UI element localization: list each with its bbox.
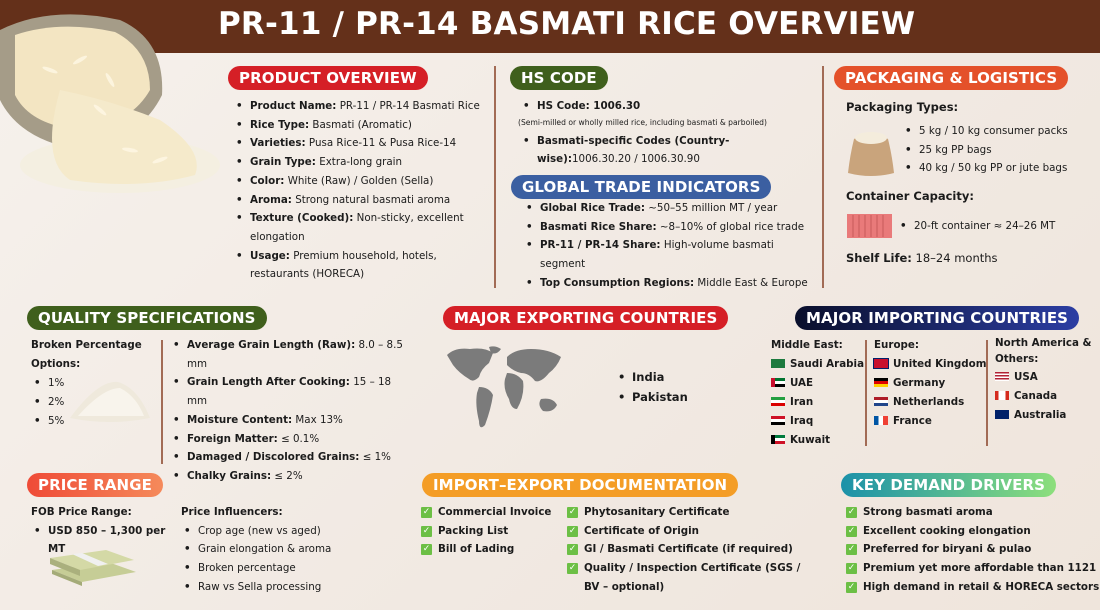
list-item: • India xyxy=(615,367,688,387)
uae-flag-icon xyxy=(771,378,785,387)
product-overview-list xyxy=(233,97,488,284)
container-capacity-label: Container Capacity: xyxy=(846,189,974,203)
list-item: • Average Grain Length (Raw): 8.0 – 8.5 mm xyxy=(170,336,410,373)
money-stack-icon xyxy=(48,546,138,588)
checklist-item: ✓ Premium yet more affordable than 1121 xyxy=(846,559,1100,578)
divider xyxy=(494,66,496,288)
global-trade-list xyxy=(523,199,813,293)
list-item: • Global Rice Trade: ~50–55 million MT / year xyxy=(523,199,813,218)
checklist-item: ✓ Excellent cooking elongation xyxy=(846,522,1100,541)
list-item: • Damaged / Discolored Grains: ≤ 1% xyxy=(170,448,410,467)
list-item: • Varieties: Pusa Rice-11 & Pusa Rice-14 xyxy=(233,134,488,153)
rice-pile-icon xyxy=(68,378,152,424)
country-uk: United Kingdom xyxy=(874,355,989,374)
country-germany: Germany xyxy=(874,374,989,393)
documentation-col2 xyxy=(567,503,812,597)
country-france: France xyxy=(874,412,989,431)
demand-heading: KEY DEMAND DRIVERS xyxy=(841,473,1056,497)
list-item: • 20-ft container ≈ 24–26 MT xyxy=(897,217,1097,236)
hs-code-heading: HS CODE xyxy=(510,66,608,90)
influencers-label: Price Influencers: xyxy=(181,506,283,518)
list-item: • Texture (Cooked): Non-sticky, excellent elongation xyxy=(233,209,488,246)
country-uae: UAE xyxy=(771,374,871,393)
checklist-item: ✓ Bill of Lading xyxy=(421,540,561,559)
list-item: • Basmati Rice Share: ~8–10% of global rice trade xyxy=(523,218,813,237)
shipping-container-icon xyxy=(847,212,892,239)
rice-bag-image xyxy=(0,0,220,195)
list-item: • 40 kg / 50 kg PP or jute bags xyxy=(902,159,1100,178)
region-label: Middle East: xyxy=(771,339,843,351)
hs-code-value: • HS Code: 1006.30 xyxy=(520,97,810,116)
packaging-types-label: Packaging Types: xyxy=(846,100,959,114)
france-flag-icon xyxy=(874,416,888,425)
iran-flag-icon xyxy=(771,397,785,406)
checklist-item: ✓ Strong basmati aroma xyxy=(846,503,1100,522)
list-item: • Grain Length After Cooking: 15 – 18 mm xyxy=(170,373,410,410)
shelf-life: Shelf Life: 18–24 months xyxy=(846,251,998,265)
list-item: • 5% xyxy=(31,412,146,431)
exporting-heading: MAJOR EXPORTING COUNTRIES xyxy=(443,306,728,330)
list-item: • 1% xyxy=(31,374,146,393)
checklist-item: ✓ GI / Basmati Certificate (if required) xyxy=(567,540,812,559)
germany-flag-icon xyxy=(874,378,888,387)
checklist-item: ✓ Preferred for biryani & pulao xyxy=(846,540,1100,559)
region-middle-east xyxy=(771,336,871,450)
list-item: • Product Name: PR-11 / PR-14 Basmati Rice xyxy=(233,97,488,116)
documentation-col1 xyxy=(421,503,561,559)
quality-spec-list xyxy=(170,336,410,486)
importing-heading: MAJOR IMPORTING COUNTRIES xyxy=(795,306,1079,330)
country-kuwait: Kuwait xyxy=(771,431,871,450)
saudi-flag-icon xyxy=(771,359,785,368)
list-item: • Pakistan xyxy=(615,387,688,407)
list-item: • Grain elongation & aroma xyxy=(181,540,401,559)
list-item: • Chalky Grains: ≤ 2% xyxy=(170,467,410,486)
list-item: • Basmati-specific Codes (Country-wise):1006.30.20 / 1006.30.90 xyxy=(520,132,810,169)
list-item: • PR-11 / PR-14 Share: High-volume basmati segment xyxy=(523,236,813,273)
netherlands-flag-icon xyxy=(874,397,888,406)
quality-heading: QUALITY SPECIFICATIONS xyxy=(27,306,267,330)
checklist-item: ✓ Phytosanitary Certificate xyxy=(567,503,812,522)
divider xyxy=(822,66,824,288)
list-item: • Grain Type: Extra-long grain xyxy=(233,153,488,172)
packaging-heading: PACKAGING & LOGISTICS xyxy=(834,66,1068,90)
country-iraq: Iraq xyxy=(771,412,871,431)
region-label: North America & Others: xyxy=(995,337,1092,365)
list-item: • Color: White (Raw) / Golden (Sella) xyxy=(233,172,488,191)
fob-value: • USD 850 – 1,300 per MT xyxy=(31,522,181,559)
region-label: Europe: xyxy=(874,339,919,351)
packaging-types-list xyxy=(902,122,1100,178)
world-map-icon xyxy=(445,343,565,435)
uk-flag-icon xyxy=(874,359,888,368)
list-item: • Rice Type: Basmati (Aromatic) xyxy=(233,116,488,135)
checklist-item: ✓ Certificate of Origin xyxy=(567,522,812,541)
country-canada: Canada xyxy=(995,387,1095,406)
price-heading: PRICE RANGE xyxy=(27,473,163,497)
iraq-flag-icon xyxy=(771,416,785,425)
container-list xyxy=(897,217,1097,236)
list-item: • Moisture Content: Max 13% xyxy=(170,411,410,430)
list-item: • Broken percentage xyxy=(181,559,401,578)
country-saudi-arabia: Saudi Arabia xyxy=(771,355,871,374)
list-item: • Raw vs Sella processing xyxy=(181,578,401,597)
region-europe xyxy=(874,336,989,431)
list-item: • Crop age (new vs aged) xyxy=(181,522,401,541)
checklist-item: ✓ High demand in retail & HORECA sectors xyxy=(846,578,1100,597)
checklist-item: ✓ Packing List xyxy=(421,522,561,541)
country-netherlands: Netherlands xyxy=(874,393,989,412)
demand-list xyxy=(846,503,1100,597)
packaging-block xyxy=(846,98,1096,117)
list-item: • Usage: Premium household, hotels, restaurants (HORECA) xyxy=(233,247,488,284)
documentation-heading: IMPORT–EXPORT DOCUMENTATION xyxy=(422,473,738,497)
divider xyxy=(161,340,163,464)
list-item: • 2% xyxy=(31,393,146,412)
list-item: • 5 kg / 10 kg consumer packs xyxy=(902,122,1100,141)
list-item: • 25 kg PP bags xyxy=(902,141,1100,160)
divider xyxy=(865,340,867,446)
exporting-list xyxy=(615,367,688,407)
page-title: PR-11 / PR-14 BASMATI RICE OVERVIEW xyxy=(218,6,916,42)
hs-code-note: (Semi-milled or wholly milled rice, including basmati & parboiled) xyxy=(518,117,767,127)
australia-flag-icon xyxy=(995,410,1009,419)
global-trade-heading: GLOBAL TRADE INDICATORS xyxy=(511,175,771,199)
country-iran: Iran xyxy=(771,393,871,412)
price-influencers xyxy=(181,503,401,597)
divider xyxy=(986,340,988,446)
list-item: • Top Consumption Regions: Middle East & Europe xyxy=(523,274,813,293)
broken-label: Broken Percentage Options: xyxy=(31,339,142,370)
country-australia: Australia xyxy=(995,406,1095,425)
product-overview-heading: PRODUCT OVERVIEW xyxy=(228,66,428,90)
list-item: • Foreign Matter: ≤ 0.1% xyxy=(170,430,410,449)
usa-flag-icon xyxy=(995,372,1009,381)
fob-label: FOB Price Range: xyxy=(31,506,132,518)
checklist-item: ✓ Commercial Invoice xyxy=(421,503,561,522)
kuwait-flag-icon xyxy=(771,435,785,444)
hs-code-block xyxy=(520,97,810,169)
list-item: • Aroma: Strong natural basmati aroma xyxy=(233,191,488,210)
checklist-item: ✓ Quality / Inspection Certificate (SGS / BV – optional) xyxy=(567,559,812,596)
container-capacity-label-wrap xyxy=(846,187,974,206)
country-usa: USA xyxy=(995,368,1095,387)
region-north-america xyxy=(995,336,1095,425)
canada-flag-icon xyxy=(995,391,1009,400)
sack-icon xyxy=(846,125,896,177)
